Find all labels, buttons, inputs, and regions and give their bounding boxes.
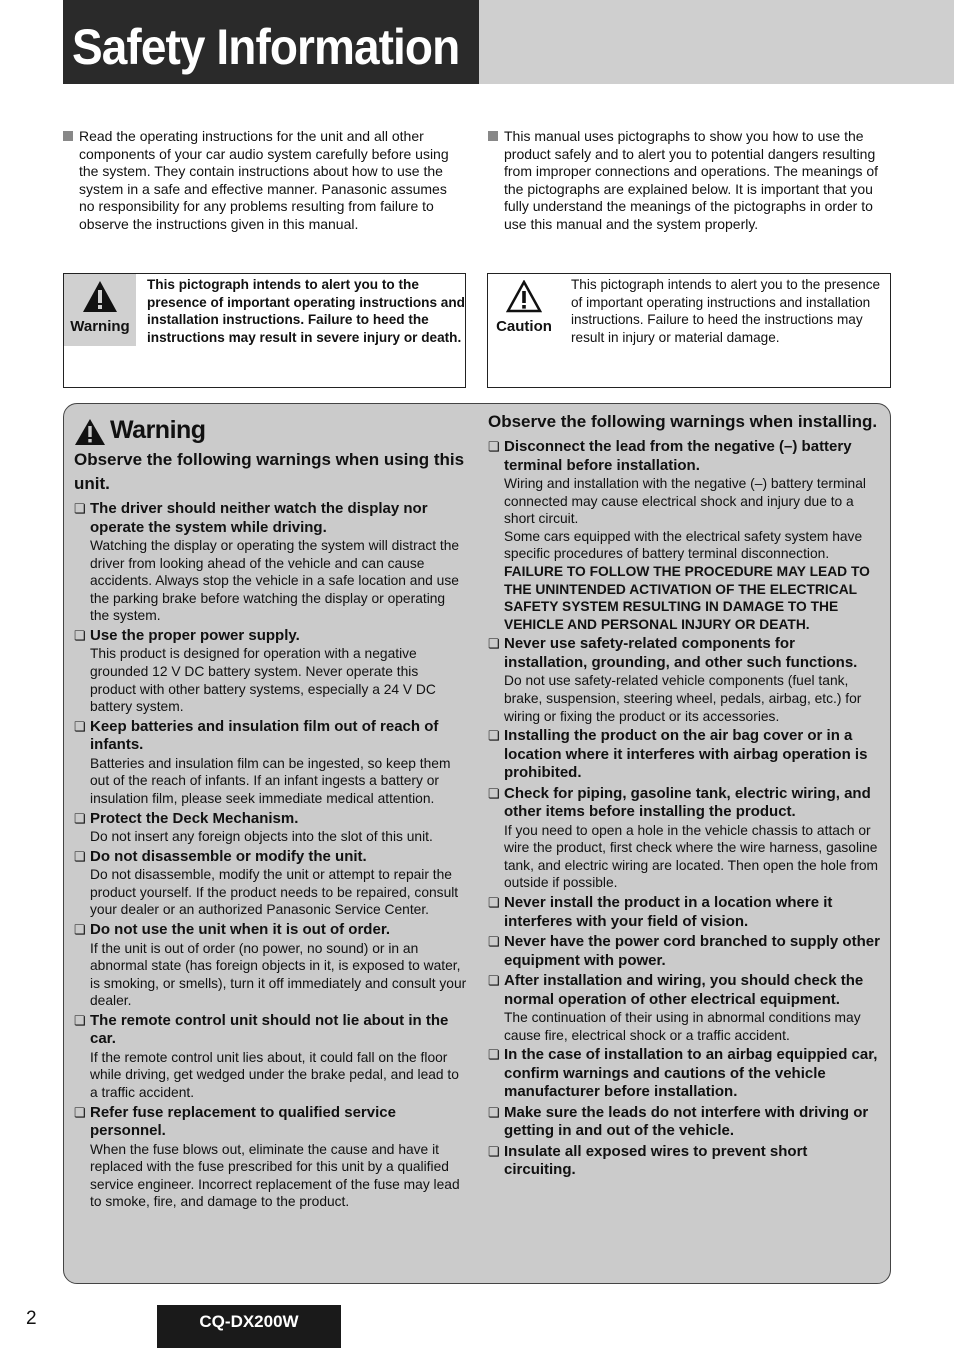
list-item [488, 1143, 880, 1180]
page-number: 2 [26, 1308, 37, 1329]
item-body: Do not use safety-related vehicle components (fuel tank, brake, suspension, steering wheel, pedals, airbag, etc.) for wiring or fixing the product or its accessories. [504, 673, 862, 724]
list-item [488, 972, 880, 1044]
panel-heading [74, 404, 468, 448]
warning-pictograph-box [63, 273, 466, 388]
item-body: This product is designed for operation with a negative grounded 12 V DC battery system. Never operate this product with other battery systems, especially a 24 V DC battery system. [90, 646, 436, 715]
installing-warning-list [488, 438, 880, 1180]
bullet-square-icon [488, 131, 498, 141]
item-body: The continuation of their using in abnormal conditions may cause fire, electrical shock or a traffic accident. [504, 1010, 861, 1043]
item-body: If the remote control unit lies about, it could fall on the floor while driving, get wedged under the brake pedal, and lead to a traffic accident. [90, 1049, 459, 1101]
item-body: Watching the display or operating the system will distract the driver from looking ahead of the vehicle and can cause accidents. Always stop the vehicle in a safe location and use the parking brake before watching the display or operating the system. [90, 538, 460, 624]
item-title: ❏ The remote control unit should not lie about in the car. [74, 1012, 468, 1049]
item-body: If you need to open a hole in the vehicle chassis to attach or wire the product, first check where the wire harness, gasoline tank, and electric wiring are located. Then open the hole from outside if possible. [504, 822, 879, 891]
bullet-square-icon [63, 131, 73, 141]
list-item [74, 921, 468, 1010]
item-body: Do not insert any foreign objects into the slot of this unit. [90, 829, 433, 845]
warning-label: Warning [70, 318, 130, 335]
item-title: ❏ Refer fuse replacement to qualified service personnel. [74, 1104, 468, 1141]
warnings-panel [63, 403, 891, 1284]
caution-triangle-icon [506, 280, 542, 314]
list-item [74, 1012, 468, 1102]
item-body: Do not disassemble, modify the unit or attempt to repair the product yourself. If the product needs to be repaired, consult your dealer or an authorized Panasonic Service Center. [90, 867, 459, 918]
list-item [488, 1046, 880, 1102]
model-badge: CQ-DX200W [157, 1305, 341, 1348]
list-item [74, 1104, 468, 1211]
using-heading: Observe the following warnings when using this unit. [74, 450, 465, 493]
installing-warnings-column [488, 410, 880, 1182]
intro-right-text: This manual uses pictographs to show you how to use the product safely and to alert you to potential dangers resulting from improper connections and operations. The meanings of the pictographs are explained below. It is important that you fully understand the meanings of the pictographs in order to use this manual and the system properly. [504, 128, 879, 232]
list-item [74, 810, 468, 846]
list-item [488, 785, 880, 892]
list-item [488, 933, 880, 970]
item-title: ❏ Installing the product on the air bag cover or in a location where it interferes with airbag operation is prohibited. [488, 727, 880, 783]
item-body: Batteries and insulation film can be ingested, so keep them out of the reach of infants. If an infant ingests a battery or insulation film, please seek immediate medical attention. [90, 755, 451, 807]
warning-triangle-icon [74, 418, 106, 446]
panel-title: Warning [110, 416, 206, 444]
item-body: When the fuse blows out, eliminate the cause and have it replaced with the fuse prescribed for this unit by a qualified service engineer. Incorrect replacement of the fuse may lead to smoke, fire, and damage to the product. [90, 1141, 460, 1210]
page-title: Safety Information [72, 19, 460, 75]
item-body: Some cars equipped with the electrical safety system have specific procedures of battery terminal disconnection. [504, 528, 863, 562]
warning-triangle-icon [82, 280, 118, 314]
list-item [488, 1104, 880, 1141]
list-item [488, 438, 880, 633]
item-title: ❏ Check for piping, gasoline tank, electric wiring, and other items before installing the product. [488, 785, 880, 822]
item-title: ❏ After installation and wiring, you should check the normal operation of other electrical equipment. [488, 972, 880, 1009]
item-title: ❏ Protect the Deck Mechanism. [74, 810, 468, 829]
item-body: If the unit is out of order (no power, no sound) or in an abnormal state (has foreign objects in it, is exposed to water, is smoking, or smells), turn it off immediately and consult your dealer. [90, 940, 467, 1009]
item-title: ❏ Never install the product in a location where it interferes with your field of vision. [488, 894, 880, 931]
item-title: ❏ Disconnect the lead from the negative (–) battery terminal before installation. [488, 438, 880, 475]
item-body: FAILURE TO FOLLOW THE PROCEDURE MAY LEAD TO THE UNINTENDED ACTIVATION OF THE ELECTRICAL SAFETY SYSTEM RESULTING IN DAMAGE TO THE VEHICLE AND PERSONAL INJURY OR DEATH. [504, 563, 870, 632]
item-title: ❏ Do not disassemble or modify the unit. [74, 848, 468, 867]
list-item [74, 627, 468, 716]
caution-label: Caution [496, 318, 552, 335]
item-title: ❏ Use the proper power supply. [74, 627, 468, 646]
list-item [74, 848, 468, 919]
item-title: ❏ Do not use the unit when it is out of order. [74, 921, 468, 940]
caution-icon-cell [488, 274, 560, 346]
item-title: ❏ Never use safety-related components for installation, grounding, and other such functions. [488, 635, 880, 672]
using-warning-list [74, 500, 468, 1211]
item-body: Wiring and installation with the negative (–) battery terminal connected may cause electrical shock and injury due to a short circuit. [504, 476, 866, 527]
item-title: ❏ In the case of installation to an airbag equippied car, confirm warnings and cautions of the vehicle manufacturer before installation. [488, 1046, 880, 1102]
using-warnings-column [74, 404, 468, 1213]
warning-pictograph-text: This pictograph intends to alert you to the presence of important operating instructions and installation instructions. Failure to heed the instructions may result in severe injury or death. [147, 277, 465, 345]
item-title: ❏ The driver should neither watch the display nor operate the system while driving. [74, 500, 468, 537]
list-item [74, 500, 468, 625]
warning-icon-cell [64, 274, 136, 346]
intro-left [63, 128, 463, 234]
installing-heading: Observe the following warnings when installing. [488, 412, 878, 431]
item-title: ❏ Never have the power cord branched to supply other equipment with power. [488, 933, 880, 970]
list-item [74, 718, 468, 808]
header-bar-extension [479, 0, 954, 84]
caution-pictograph-text: This pictograph intends to alert you to the presence of important operating instructions and installation instructions. Failure to heed the instructions may result in injury or material damage. [571, 277, 881, 345]
list-item [488, 727, 880, 783]
item-title: ❏ Keep batteries and insulation film out of reach of infants. [74, 718, 468, 755]
intro-right [488, 128, 882, 234]
caution-pictograph-box [487, 273, 891, 388]
item-title: ❏ Insulate all exposed wires to prevent short circuiting. [488, 1143, 880, 1180]
intro-left-text: Read the operating instructions for the unit and all other components of your car audio system carefully before using the system. They contain instructions about how to use the system in a safe and effective manner. Panasonic assumes no responsibility for any problems resulting from failure to observe the instructions given in this manual. [79, 128, 449, 232]
list-item [488, 635, 880, 725]
list-item [488, 894, 880, 931]
item-title: ❏ Make sure the leads do not interfere with driving or getting in and out of the vehicle. [488, 1104, 880, 1141]
